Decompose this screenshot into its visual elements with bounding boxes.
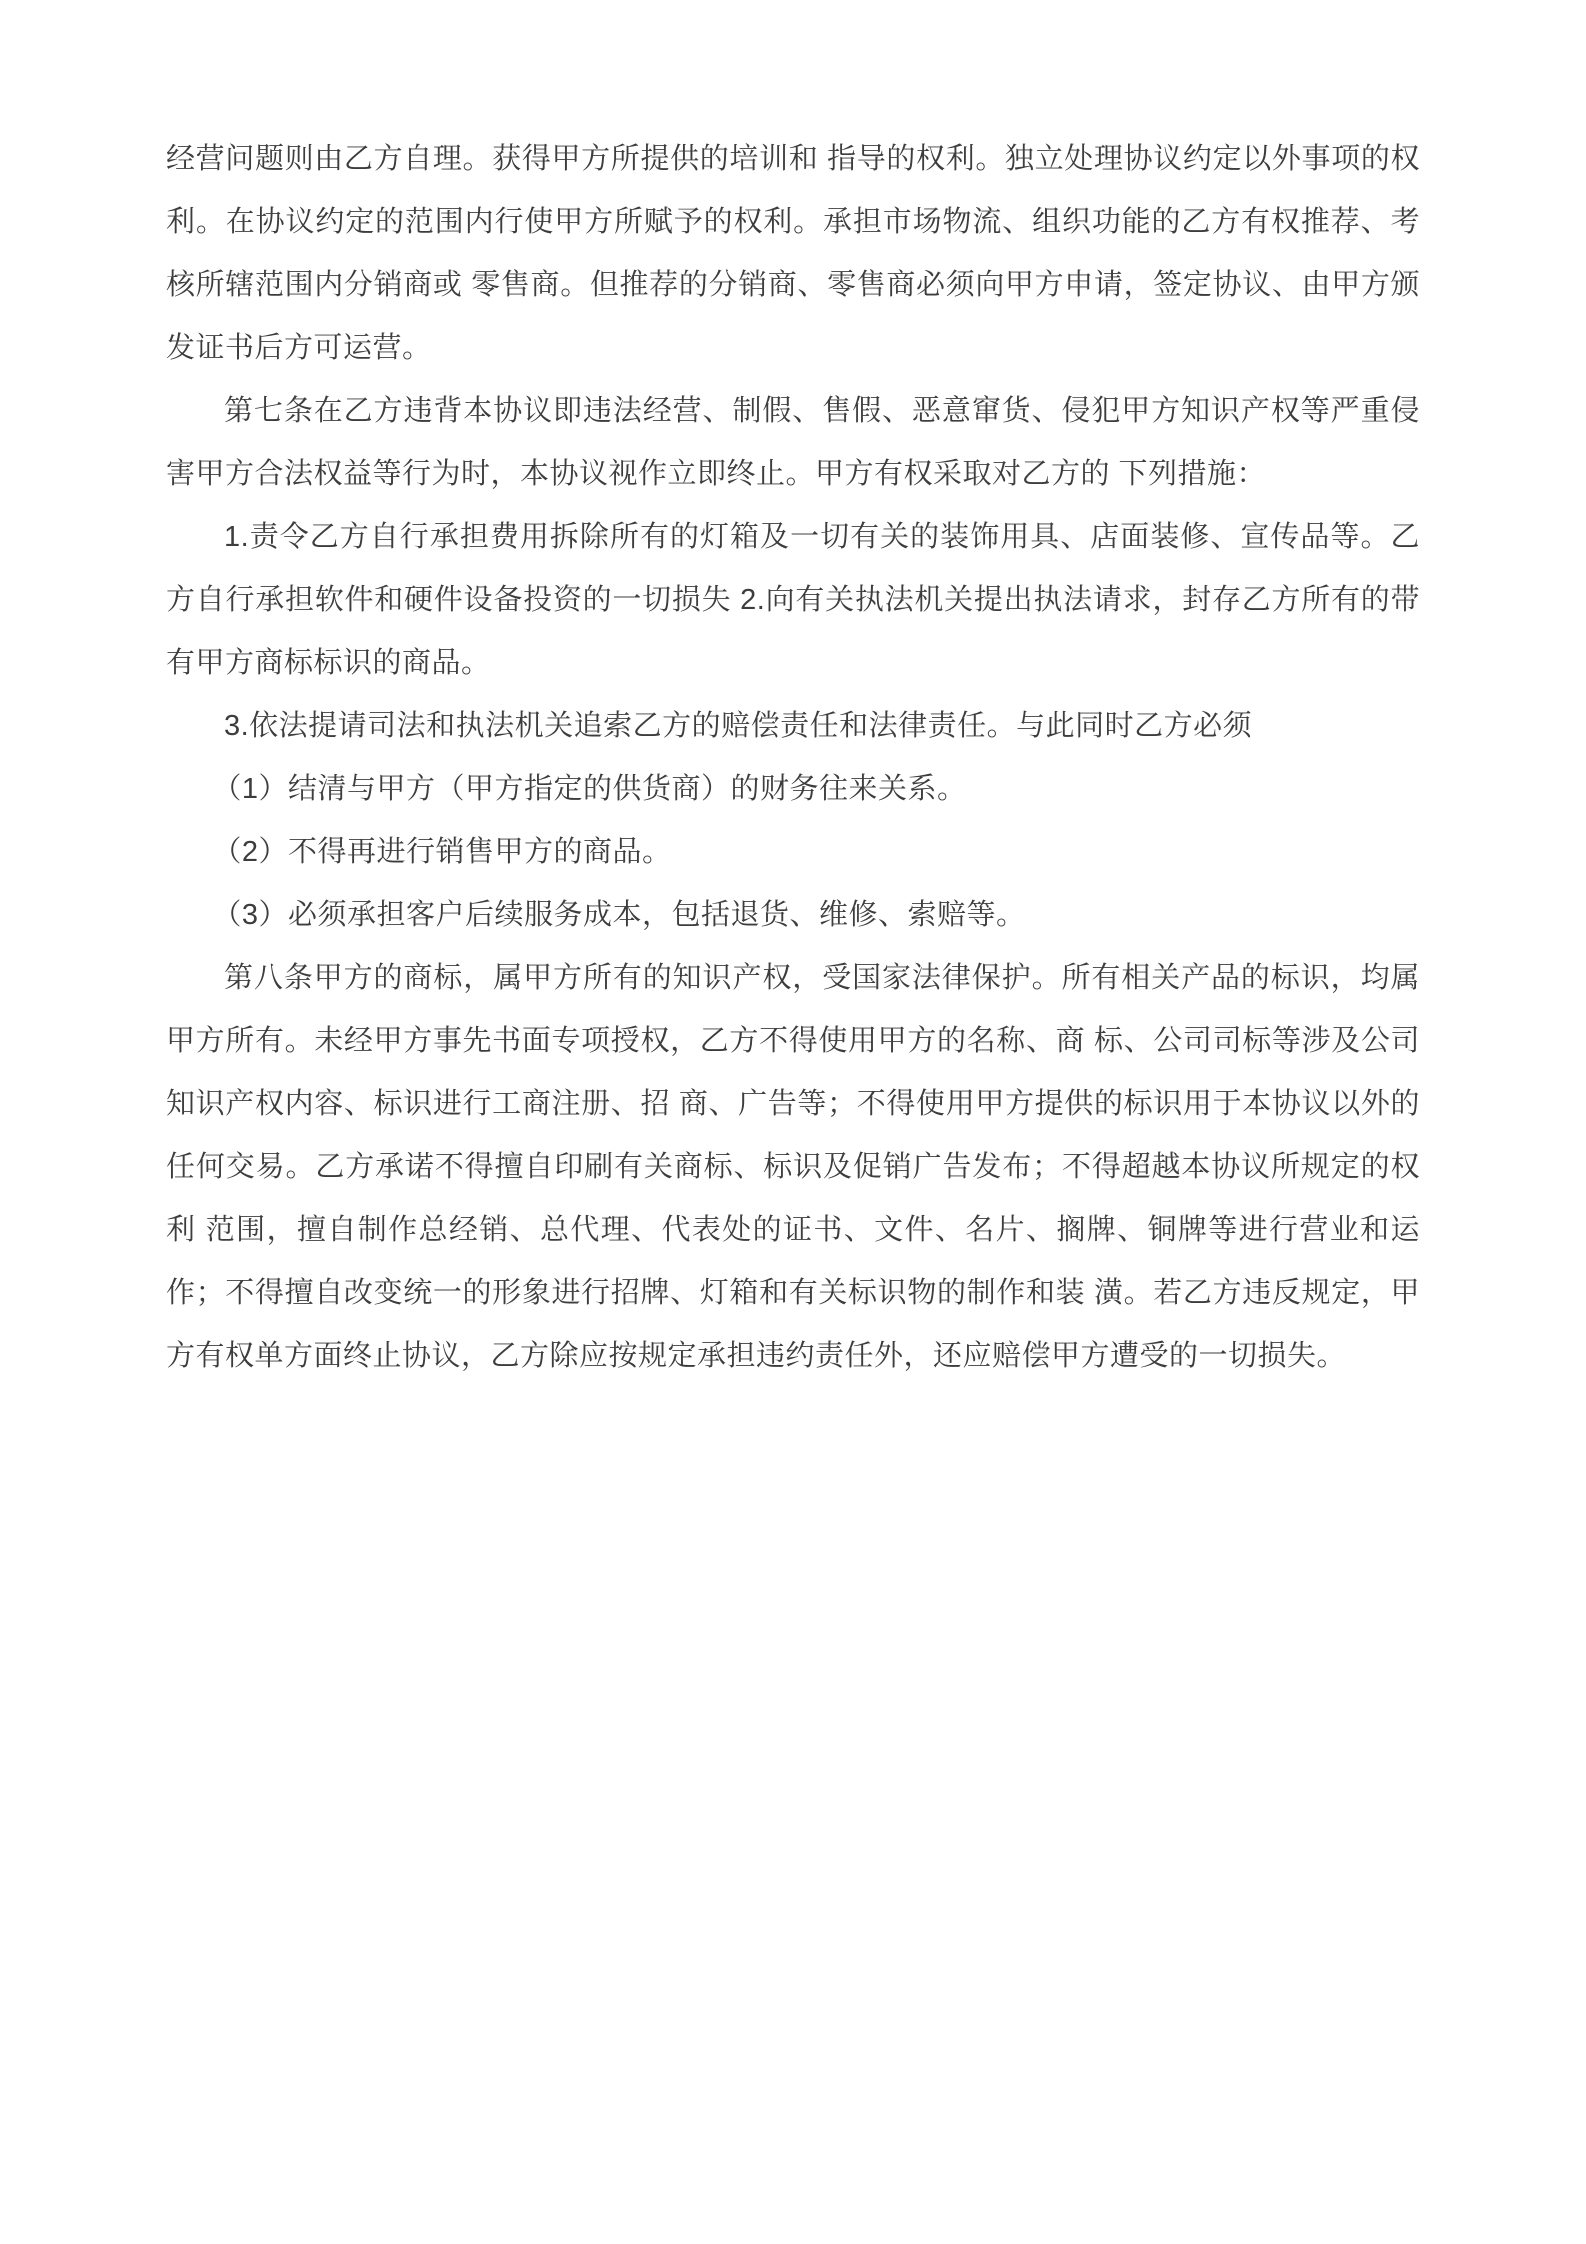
document-body — [166, 128, 1420, 1388]
paragraph-subitem-2: （2）不得再进行销售甲方的商品。 — [212, 836, 672, 868]
paragraph-clause-8: 第八条甲方的商标，属甲方所有的知识产权，受国家法律保护。所有相关产品的标识，均属甲方所有。未经甲方事先书面专项授权，乙方不得使用甲方的名称、商 标、公司司标等涉及公司知识产权内容、标识进行工商注册、招 商、广告等；不得使用甲方提供的标识用于本协议以外的任何交易。乙方承诺不得擅自印刷有关商标、标识及促销广告发布；不得超越本协议所规定的权利 范围，擅自制作总经销、总代理、代表处的证书、文件、名片、搁牌、铜牌等进行营业和运作；不得擅自改变统一的形象进行招牌、灯箱和有关标识物的制作和装 潢。若乙方违反规定，甲方有权单方面终止协议，乙方除应按规定承担违约责任外，还应赔偿甲方遭受的一切损失。 — [166, 962, 1420, 1372]
paragraph-continuation: 经营问题则由乙方自理。获得甲方所提供的培训和 指导的权利。独立处理协议约定以外事项的权利。在协议约定的范围内行使甲方所赋予的权利。承担市场物流、组织功能的乙方有权推荐、考核所辖范围内分销商或 零售商。但推荐的分销商、零售商必须向甲方申请，签定协议、由甲方颁发证书后方可运营。 — [166, 143, 1420, 364]
paragraph-subitem-3: （3）必须承担客户后续服务成本，包括退货、维修、索赔等。 — [212, 899, 1026, 931]
paragraph-measure-3: 3.依法提请司法和执法机关追索乙方的赔偿责任和法律责任。与此同时乙方必须 — [224, 710, 1253, 742]
paragraph-subitem-1: （1）结清与甲方（甲方指定的供货商）的财务往来关系。 — [212, 773, 967, 805]
paragraph-measure-1-2: 1.责令乙方自行承担费用拆除所有的灯箱及一切有关的装饰用具、店面装修、宣传品等。乙方自行承担软件和硬件设备投资的一切损失 2.向有关执法机关提出执法请求，封存乙方所有的带有甲方商标标识的商品。 — [166, 521, 1420, 679]
paragraph-clause-7: 第七条在乙方违背本协议即违法经营、制假、售假、恶意窜货、侵犯甲方知识产权等严重侵害甲方合法权益等行为时，本协议视作立即终止。甲方有权采取对乙方的 下列措施： — [166, 395, 1420, 490]
